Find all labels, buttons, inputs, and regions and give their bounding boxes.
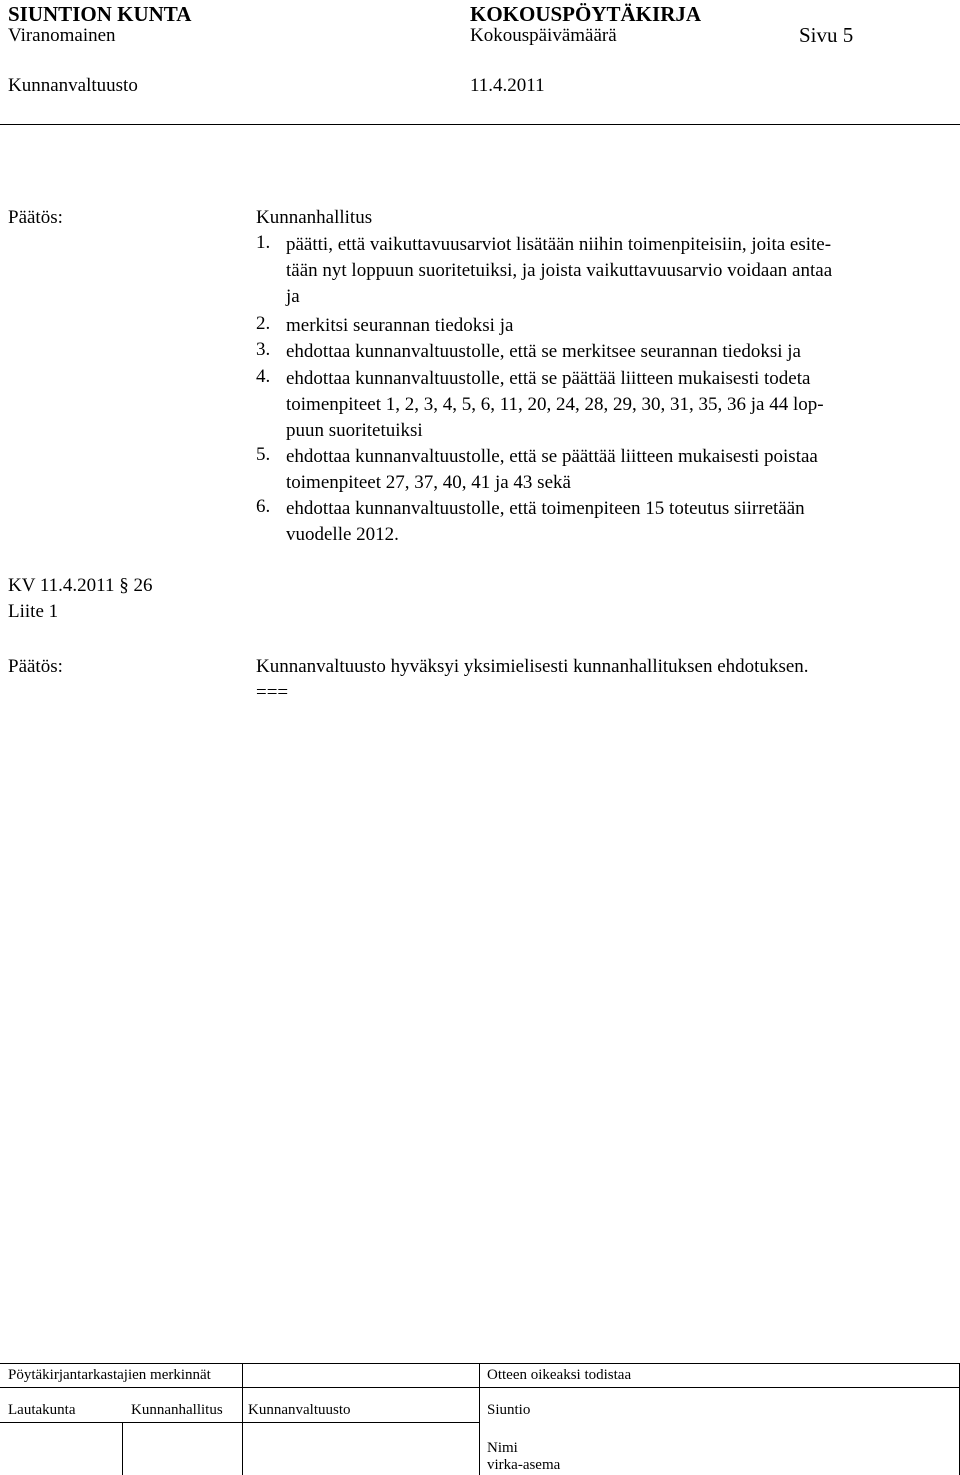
list-item-line: ehdottaa kunnanvaltuustolle, että se päättää liitteen mukaisesti todeta [286,368,811,389]
place-label: Siuntio [487,1402,531,1418]
decision-label: Päätös: [8,207,63,228]
certified-label: Otteen oikeaksi todistaa [487,1367,632,1383]
meeting-reference-kv: KV 11.4.2011 [8,575,115,596]
council-decision-text: Kunnanvaltuusto hyväksyi yksimielisesti kunnanhallituksen ehdotuksen. [256,656,809,677]
list-item-number: 3. [256,339,271,360]
footer-top-border [0,1363,960,1364]
reviewer-col-kunnanhallitus: Kunnanhallitus [131,1402,223,1418]
section-number: 26 [133,575,153,596]
list-item-number: 2. [256,313,271,334]
list-item-line: ehdottaa kunnanvaltuustolle, että toimenpiteen 15 toteutus siirretään [286,498,805,519]
council-decision-label: Päätös: [8,656,63,677]
list-item-line: tään nyt loppuun suoritetuiksi, ja joista vaikuttavuusarvio voidaan antaa [286,260,833,281]
list-item-number: 1. [256,232,271,253]
list-item [286,313,926,339]
list-item-number: 6. [256,496,271,517]
list-item-line: vuodelle 2012. [286,524,399,545]
reviewers-label: Pöytäkirjantarkastajien merkinnät [8,1367,211,1383]
authority-value: Kunnanvaltuusto [8,75,138,96]
reviewer-col-kunnanvaltuusto: Kunnanvaltuusto [248,1402,351,1418]
date-label: Kokouspäivämäärä [470,25,617,46]
organization-name: SIUNTION KUNTA [8,2,192,26]
footer-divider [479,1387,960,1388]
footer-divider [479,1363,480,1475]
footer-divider [0,1387,479,1388]
list-item [286,496,926,548]
list-item-line: toimenpiteet 27, 37, 40, 41 ja 43 sekä [286,472,571,493]
list-item-number: 4. [256,366,271,387]
list-item-number: 5. [256,444,271,465]
attachment-label: Liite 1 [8,601,59,622]
name-label: Nimi [487,1440,518,1456]
page-number: Sivu 5 [799,23,854,47]
list-item [286,366,926,444]
footer-divider [242,1363,243,1475]
footer-divider [122,1422,123,1475]
list-item-line: ja [286,286,300,307]
list-item [286,232,926,310]
date-value: 11.4.2011 [470,75,545,96]
end-mark: === [256,682,289,703]
meeting-reference [8,575,152,597]
authority-label: Viranomainen [8,25,116,46]
list-item-line: ehdottaa kunnanvaltuustolle, että se merkitsee seurannan tiedoksi ja [286,341,801,362]
list-item-line: ehdottaa kunnanvaltuustolle, että se päättää liitteen mukaisesti poistaa [286,446,818,467]
body-title: Kunnanhallitus [256,207,373,228]
header-divider [0,124,960,125]
section-sign-icon: § [119,575,129,596]
list-item-line: puun suoritetuiksi [286,420,423,441]
list-item-line: toimenpiteet 1, 2, 3, 4, 5, 6, 11, 20, 24, 28, 29, 30, 31, 35, 36 ja 44 lop- [286,394,824,415]
list-item [286,444,926,496]
list-item [286,339,926,365]
document-type: KOKOUSPÖYTÄKIRJA [470,2,702,26]
list-item-line: merkitsi seurannan tiedoksi ja [286,315,514,336]
footer-divider [0,1422,479,1423]
reviewer-col-lautakunta: Lautakunta [8,1402,76,1418]
signature-footer [0,1363,960,1475]
list-item-line: päätti, että vaikuttavuusarviot lisätään niihin toimenpiteisiin, joita esite- [286,234,832,255]
title-label: virka-asema [487,1457,561,1473]
